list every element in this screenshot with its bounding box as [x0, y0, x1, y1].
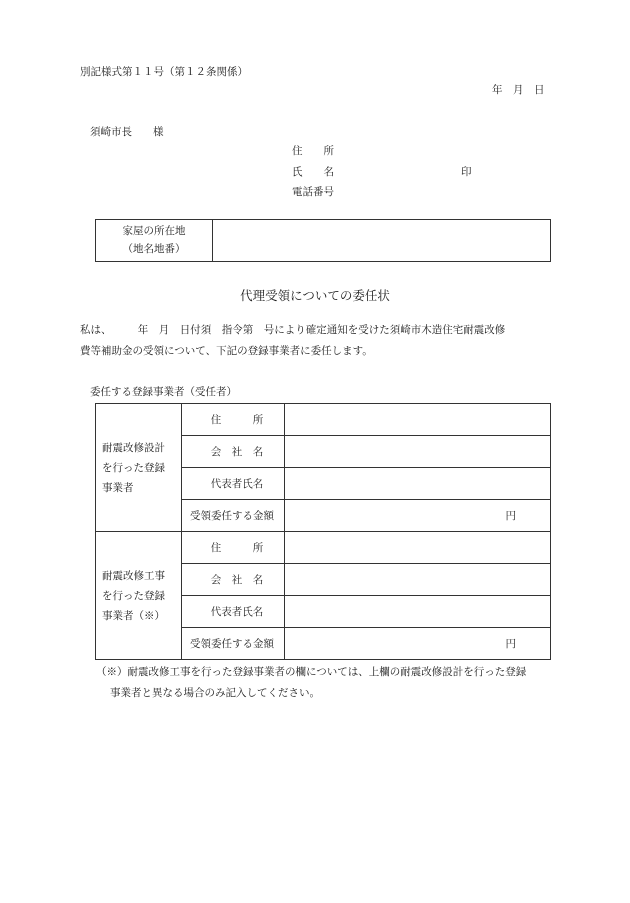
construction-amount-field[interactable]: 円 — [285, 628, 551, 660]
footnote-line2: 事業者と異なる場合のみ記入してください。 — [110, 687, 320, 699]
row-label: 受領委任する金額 — [182, 500, 285, 532]
group-label-line: を行った登録 — [102, 461, 165, 474]
agents-heading: 委任する登録事業者（受任者） — [90, 386, 237, 398]
group-label-line: を行った登録 — [102, 589, 165, 602]
location-label-line1: 家屋の所在地 — [122, 225, 186, 237]
row-label: 会 社 名 — [182, 436, 285, 468]
row-label: 会 社 名 — [182, 564, 285, 596]
construction-agent-group-label — [96, 532, 182, 660]
group-label-line: 耐震改修設計 — [102, 441, 165, 454]
group-label-line: 事業者（※） — [102, 609, 165, 622]
applicant-name-label: 氏 名 — [292, 166, 334, 178]
table-row — [96, 532, 551, 564]
table-row — [96, 404, 551, 436]
body-text-line1: 私は、 年 月 日付須 指令第 号により確定通知を受けた須崎市木造住宅耐震改修 — [80, 324, 506, 336]
design-representative-field[interactable] — [285, 468, 551, 500]
footnote-line1: （※）耐震改修工事を行った登録事業者の欄については、上欄の耐震改修設計を行った登録 — [96, 666, 527, 678]
row-label: 住 所 — [182, 532, 285, 564]
agent-table — [95, 403, 551, 660]
location-label-line2: （地名地番） — [122, 243, 186, 255]
applicant-phone-label: 電話番号 — [292, 186, 334, 198]
page-title: 代理受領についての委任状 — [240, 288, 390, 303]
location-label-cell — [96, 220, 213, 261]
location-value-field[interactable] — [214, 220, 550, 261]
row-label: 住 所 — [182, 404, 285, 436]
row-label: 代表者氏名 — [182, 468, 285, 500]
applicant-address-label: 住 所 — [292, 145, 334, 157]
design-company-field[interactable] — [285, 436, 551, 468]
location-box — [95, 219, 551, 262]
seal-mark: 印 — [461, 166, 472, 178]
addressee: 須崎市長 様 — [90, 126, 164, 138]
design-agent-group-label — [96, 404, 182, 532]
design-amount-field[interactable]: 円 — [285, 500, 551, 532]
row-label: 受領委任する金額 — [182, 628, 285, 660]
row-label: 代表者氏名 — [182, 596, 285, 628]
group-label-line: 耐震改修工事 — [102, 569, 165, 582]
design-address-field[interactable] — [285, 404, 551, 436]
construction-representative-field[interactable] — [285, 596, 551, 628]
body-text-line2: 費等補助金の受領について、下記の登録事業者に委任します。 — [80, 345, 373, 357]
construction-address-field[interactable] — [285, 532, 551, 564]
construction-company-field[interactable] — [285, 564, 551, 596]
group-label-line: 事業者 — [102, 481, 134, 494]
form-number: 別記様式第１１号（第１２条関係） — [80, 66, 248, 78]
date-line: 年 月 日 — [492, 84, 545, 96]
